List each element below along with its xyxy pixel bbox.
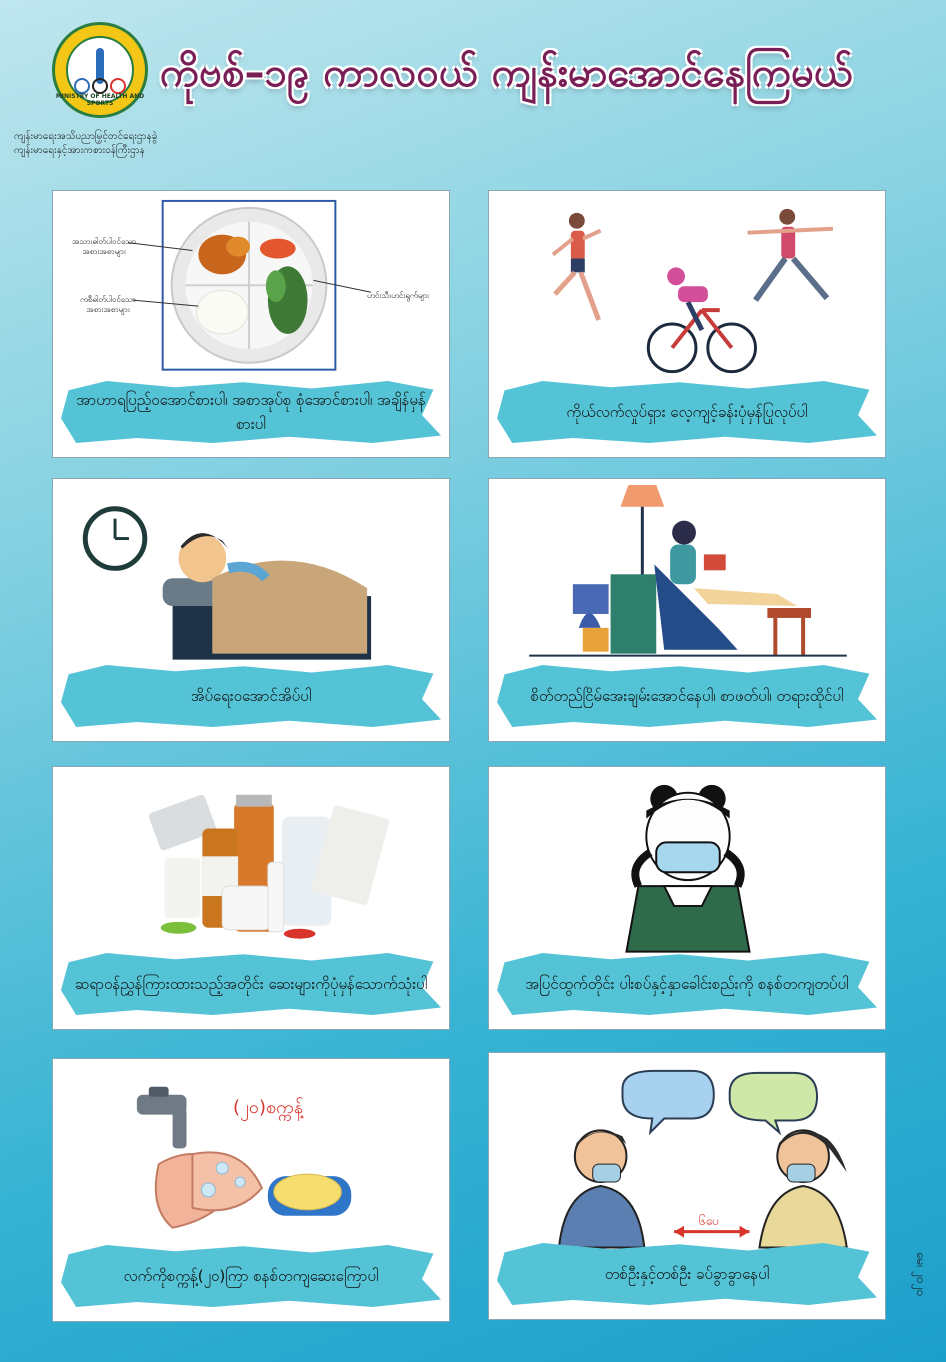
caption-banner xyxy=(53,1245,449,1307)
handwash-card xyxy=(52,1058,450,1322)
caption-banner xyxy=(489,953,885,1015)
publication-date: မေ၊ ၂၀၂၀ xyxy=(914,1252,928,1297)
nutrition-caption: အာဟာရပြည့်ဝအောင်စားပါ၊ အစာအုပ်စု စုံအောင်စားပါ၊ အချိန်မှန်စားပါ xyxy=(76,391,426,433)
exercise-card xyxy=(488,190,886,458)
exercise-caption: ကိုယ်လက်လှုပ်ရှား လေ့ကျင့်ခန်းပုံမှန်ပြုလုပ်ပါ xyxy=(566,403,808,421)
nutrition-card xyxy=(52,190,450,458)
mask-card xyxy=(488,766,886,1030)
handwash-caption: လက်ကိုစက္ကန့်(၂၀)ကြာ စနစ်တကျဆေးကြောပါ xyxy=(123,1267,379,1285)
distance-label: ၆ပေ xyxy=(699,1214,720,1228)
distancing-caption: တစ်ဦးနှင့်တစ်ဦး ခပ်ခွာခွာနေပါ xyxy=(604,1265,770,1283)
olympic-ring-icon xyxy=(92,78,108,94)
caption-banner xyxy=(489,381,885,443)
ministry-line-1: ကျန်းမာရေးအသိပညာမြှင့်တင်ရေးဌာနခွဲ xyxy=(14,131,158,142)
distancing-card xyxy=(488,1052,886,1320)
medicine-card xyxy=(52,766,450,1030)
caption-banner xyxy=(53,665,449,727)
caption-banner xyxy=(53,381,449,443)
caption-banner xyxy=(53,953,449,1015)
sleep-caption: အိပ်ရေးဝအောင်အိပ်ပါ xyxy=(190,687,312,705)
medicine-caption: ဆရာဝန်ညွှန်ကြားထားသည့်အတိုင်း ဆေးများကိုပုံမှန်သောက်သုံးပါ xyxy=(74,975,428,993)
logo-text: MINISTRY OF HEALTH AND SPORTS xyxy=(55,93,145,107)
carbohydrate-label: ကစီဓါတ်ပါဝင်သော အစားအစာများ xyxy=(80,295,136,314)
olympic-ring-icon xyxy=(74,78,90,94)
ministry-name xyxy=(14,130,234,158)
caption-banner xyxy=(489,1243,885,1305)
sleep-card xyxy=(52,478,450,742)
mask-caption: အပြင်ထွက်တိုင်း ပါးစပ်နှင့်နှာခေါင်းစည်းကို စနစ်တကျတပ်ပါ xyxy=(525,975,849,993)
ministry-line-2: ကျန်းမာရေးနှင့်အားကစားဝန်ကြီးဌာန xyxy=(14,145,145,156)
ministry-logo xyxy=(52,22,148,118)
caption-banner xyxy=(489,665,885,727)
page-title: ကိုဗစ်–၁၉ ကာလဝယ် ကျန်းမာအောင်နေကြမယ် xyxy=(160,49,853,96)
relax-card xyxy=(488,478,886,742)
seconds-label: (၂၀)စက္ကန့် xyxy=(233,1097,304,1118)
vegetable-label: ဟင်းသီးဟင်းရွက်များ xyxy=(367,291,429,300)
relax-caption: စိတ်တည်ငြိမ်အေးချမ်းအောင်နေပါ၊ စာဖတ်ပါ၊ တရားထိုင်ပါ xyxy=(530,687,844,705)
protein-label: အသားဓါတ်ပါဝင်သော အစားအစာများ xyxy=(72,237,136,256)
olympic-ring-icon xyxy=(110,78,126,94)
